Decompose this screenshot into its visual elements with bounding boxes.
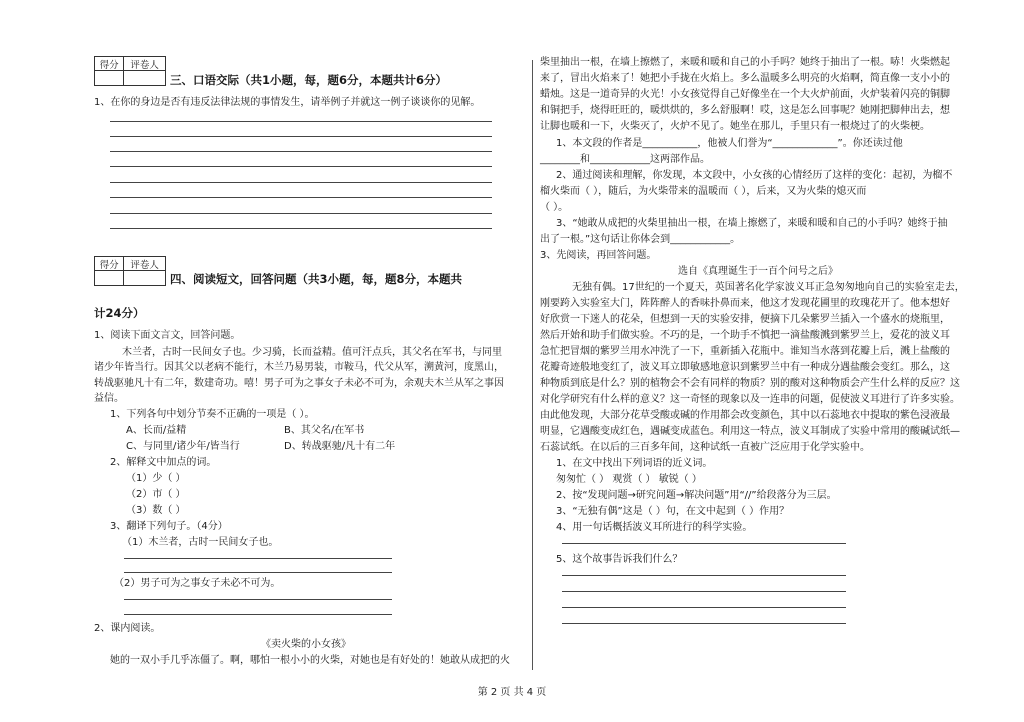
answer-line <box>562 591 846 592</box>
question-2-2a: 2、通过阅读和理解，你发现，本文段中，小女孩的心情经历了这样的变化：起初，为榴不 <box>556 170 953 181</box>
passage-line: 石蕊试纸。在以后的三百多年间，这种试纸一直被广泛应用于化学实验中。 <box>540 442 870 453</box>
section4-title: 四、阅读短文，回答问题（共3小题，每，题8分，本题共 <box>170 272 463 286</box>
question-1-3: 3、翻译下列句子。（4分） <box>110 521 228 532</box>
question-2-3b: 出了一根。”这句话让你体会到____________。 <box>540 234 741 245</box>
passage-line: 花瓣奇迹般地变红了，波义耳立即敏感地意识到紫罗兰中有一种成分遇盐酸会变红。那么，这 <box>540 362 950 373</box>
passage-line: 转战驱驰凡十有二年，数建奇功。嘻！男子可为之事女子未必不可为，余观夫木兰从军之事因 <box>94 378 504 389</box>
answer-line <box>562 623 846 624</box>
option-d: D、转战驱驰/凡十有二年 <box>284 441 396 452</box>
answer-line <box>110 213 492 214</box>
passage-line: 明显，它遇酸变成红色，遇碱变成蓝色。利用这一特点，波义耳制成了实验中常用的酸碱试纸— <box>540 426 960 437</box>
question-2-intro: 2、课内阅读。 <box>94 623 161 634</box>
story-line: 和铜把手，烧得旺旺的，暖烘烘的，多么舒服啊！哎，这是怎么回事呢？她刚把脚伸出去，想 <box>540 105 950 116</box>
column-divider <box>532 60 533 670</box>
question-2-2c: （ ）。 <box>540 202 569 213</box>
question-3-2: 2、按“发现问题→研究问题→解决问题”用“//”给段落分为三层。 <box>556 490 837 501</box>
question-2-1a: 1、本文段的作者是___________，他被人们誉为“_____________”。你还读过他 <box>556 138 903 149</box>
question-3-3: 3、“无独有偶”这是（ ）句，在文中起到（ ）作用？ <box>556 506 790 517</box>
score-box <box>94 56 166 86</box>
option-c: C、与同里/诸少年/皆当行 <box>126 441 240 452</box>
passage-line: 然后开始和助手们做实验。不巧的是，一个助手不慎把一滴盐酸溅到紫罗兰上，爱花的波义耳 <box>540 330 950 341</box>
question-2-3a: 3、“她敢从成把的火柴里抽出一根，在墙上擦燃了，来暖和暖和自己的小手吗？她终于抽 <box>556 218 948 229</box>
passage-line: 急忙把冒烟的紫罗兰用水冲洗了一下，重新插入花瓶中。谁知当水落到花瓣上后，溅上盐酸的 <box>540 346 950 357</box>
passage-line: 无独有偶。17世纪的一个夏天，英国著名化学家波义耳正急匆匆地向自己的实验室走去， <box>572 282 965 293</box>
passage-title: 选自《真理诞生于一百个问号之后》 <box>678 266 838 277</box>
section4-title-cont: 计24分） <box>94 306 145 320</box>
story-line: 蜡烛。这是一道奇异的火光！小女孩觉得自己好像坐在一个大火炉前面，火炉装着闪亮的铜脚 <box>540 89 950 100</box>
option-a: A、长而/益精 <box>126 425 187 436</box>
story-title: 《卖火柴的小女孩》 <box>261 639 351 650</box>
passage-line: 由此他发现，大部分花草受酸或碱的作用都会改变颜色，其中以石蕊地衣中提取的紫色浸液最 <box>540 410 950 421</box>
story-line: 来了，冒出火焰来了！她把小手拢在火焰上。多么温暖多么明亮的火焰啊，简直像一支小小的 <box>540 73 950 84</box>
question-1-1: 1、下列各句中划分节奏不正确的一项是（ ）。 <box>110 409 315 420</box>
question-3-5: 5、这个故事告诉我们什么？ <box>556 554 683 565</box>
answer-line <box>110 136 492 137</box>
answer-line <box>124 614 392 615</box>
question-2-1b: ________和____________这两部作品。 <box>540 154 710 165</box>
passage-line: 木兰者，古时一民间女子也。少习骑，长而益精。值可汗点兵，其父名在军书，与同里 <box>122 347 502 358</box>
answer-line <box>110 151 492 152</box>
word-item: （1）少（ ） <box>126 473 186 484</box>
question-1-2: 2、解释文中加点的词。 <box>110 457 217 468</box>
question-1-intro: 1、阅读下面文言文，回答问题。 <box>94 330 241 341</box>
score-label: 得分 <box>95 257 123 271</box>
passage-line: 益信。 <box>94 393 124 404</box>
word-item: （2）市（ ） <box>126 489 186 500</box>
section3-title: 三、口语交际（共1小题，每，题6分，本题共计6分） <box>170 73 448 87</box>
passage-line: 诸少年皆当行。因其父以老病不能行，木兰乃易男装，市鞍马，代父从军，溯黄河，度黑山， <box>94 362 504 373</box>
option-b: B、其父名/在军书 <box>284 425 365 436</box>
answer-line <box>124 572 392 573</box>
answer-line <box>124 558 392 559</box>
answer-line <box>562 575 846 576</box>
word-item: （3）数（ ） <box>126 505 186 516</box>
passage-line: 种物质到底是什么？别的植物会不会有同样的物质？别的酸对这种物质会产生什么样的反应？这 <box>540 378 960 389</box>
passage-line: 刚要跨入实验室大门，阵阵醉人的香味扑鼻而来，他这才发现花圃里的玫瑰花开了。他本想好 <box>540 298 950 309</box>
question-3-1: 1、在文中找出下列词语的近义词。 <box>556 458 713 469</box>
section3-question-1: 1、在你的身边是否有违反法律法规的事情发生，请举例子并就这一例子谈谈你的见解。 <box>94 97 481 108</box>
story-line: 柴里抽出一根，在墙上擦燃了，来暖和暖和自己的小手吗？她终于抽出了一根。哧！火柴燃起 <box>540 57 950 68</box>
synonym-items: 匆匆忙（ ） 观赏（ ） 敏锐（ ） <box>556 474 702 485</box>
page-number: 第 2 页 共 4 页 <box>477 687 547 698</box>
passage-line: 好欣赏一下迷人的花朵，但想到一天的实验安排，便摘下几朵紫罗兰插入一个盛水的烧瓶里， <box>540 314 950 325</box>
answer-line <box>110 228 492 229</box>
translate-a: （1）木兰者，古时一民间女子也。 <box>122 537 279 548</box>
score-label: 得分 <box>95 57 123 71</box>
score-box <box>94 256 166 286</box>
answer-line <box>562 607 846 608</box>
answer-line <box>562 543 846 544</box>
question-2-2b: 榴火柴而（ ），随后，为火柴带来的温暖而（ ），后来，又为火柴的熄灭而 <box>540 186 867 197</box>
answer-line <box>110 182 492 183</box>
translate-b: （2）男子可为之事女子未必不可为。 <box>114 578 281 589</box>
answer-line <box>110 166 492 167</box>
reviewer-label: 评卷人 <box>124 257 165 271</box>
reviewer-label: 评卷人 <box>124 57 165 71</box>
story-text-start: 她的一双小手几乎冻僵了。啊，哪怕一根小小的火柴，对她也是有好处的！她敢从成把的火 <box>110 655 510 666</box>
answer-line <box>110 197 492 198</box>
answer-line <box>124 599 392 600</box>
question-3-4: 4、用一句话概括波义耳所进行的科学实验。 <box>556 522 753 533</box>
question-3-intro: 3、先阅读，再回答问题。 <box>540 250 657 261</box>
passage-line: 对化学研究有什么样的意义？这一奇怪的现象以及一连串的问题，促使波义耳进行了许多实验。 <box>540 394 960 405</box>
story-line: 让脚也暖和一下，火柴灭了，火炉不见了。她坐在那儿，手里只有一根烧过了的火柴梗。 <box>540 121 930 132</box>
answer-line <box>110 121 492 122</box>
